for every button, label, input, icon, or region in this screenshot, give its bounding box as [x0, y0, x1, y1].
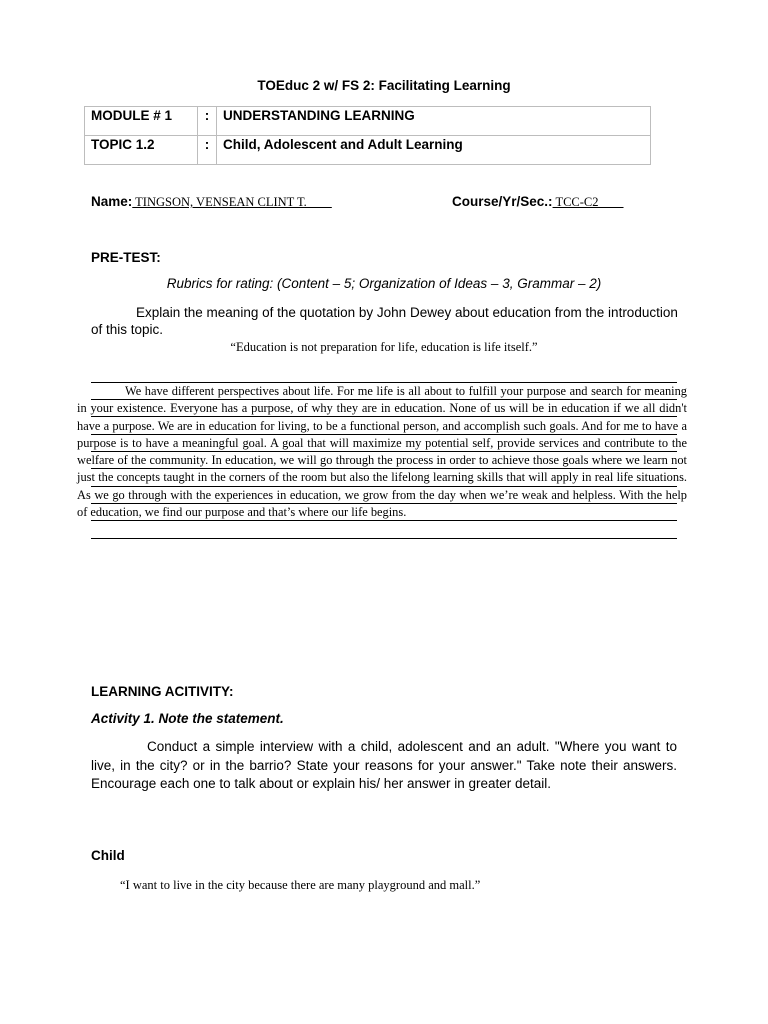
- topic-value: Child, Adolescent and Adult Learning: [217, 136, 651, 165]
- child-answer: “I want to live in the city because there are many playground and mall.”: [120, 878, 481, 892]
- activity-title: Activity 1. Note the statement.: [91, 711, 284, 726]
- course-label: Course/Yr/Sec.:: [452, 194, 553, 209]
- module-table: [84, 106, 651, 165]
- table-row: [85, 107, 651, 136]
- pretest-answer-text: We have different perspectives about life. For me life is all about to fulfill your purpose and search for meaning in your existence. Everyone has a purpose, of why they are in education. None of us will be in education if we all didn't have a purpose. We are in education for living, to be a functional person, and accomplish such goals. And for me to have a purpose is to have a meaningful goal. A goal that will maximize my potential self, provide services and contribute to the welfare of the community. In education, we will go through the process in order to achieve those goals where we learn not just the concepts taught in the corners of the room but also the lifelong learning skills that will apply in real life situations. As we go through with the experiences in education, we grow from the day when we’re weak and helpless. With the help of education, we find our purpose and that’s where our life begins.: [77, 384, 687, 520]
- learning-activity-heading: LEARNING ACITIVITY:: [91, 684, 234, 699]
- activity-instruction: [91, 738, 677, 794]
- table-row: [85, 136, 651, 165]
- course-field: [452, 194, 624, 210]
- pretest-heading: PRE-TEST:: [91, 250, 161, 265]
- pretest-instruction: [91, 304, 681, 338]
- pretest-answer: [77, 383, 687, 521]
- document-title: TOEduc 2 w/ FS 2: Facilitating Learning: [257, 78, 511, 93]
- module-label: MODULE # 1: [85, 107, 198, 136]
- name-field: [91, 194, 332, 210]
- answer-line: [91, 538, 677, 539]
- module-value: UNDERSTANDING LEARNING: [217, 107, 651, 136]
- name-value: TINGSON, VENSEAN CLINT T.: [132, 195, 332, 209]
- course-value: TCC-C2: [552, 195, 624, 209]
- child-heading: Child: [91, 848, 125, 863]
- pretest-instruction-text: Explain the meaning of the quotation by John Dewey about education from the introduction of this topic.: [91, 305, 678, 337]
- activity-instruction-text: Conduct a simple interview with a child, adolescent and an adult. "Where you want to live, in the city? or in the barrio? State your reasons for your answer." Take note their answers. Encourage each one to talk about or explain his/ her answer in greater detail.: [91, 739, 677, 791]
- rubric-text: Rubrics for rating: (Content – 5; Organization of Ideas – 3, Grammar – 2): [166, 276, 602, 291]
- topic-separator: :: [198, 136, 217, 165]
- dewey-quote: “Education is not preparation for life, education is life itself.”: [230, 340, 538, 354]
- name-label: Name:: [91, 194, 133, 209]
- topic-label: TOPIC 1.2: [85, 136, 198, 165]
- module-separator: :: [198, 107, 217, 136]
